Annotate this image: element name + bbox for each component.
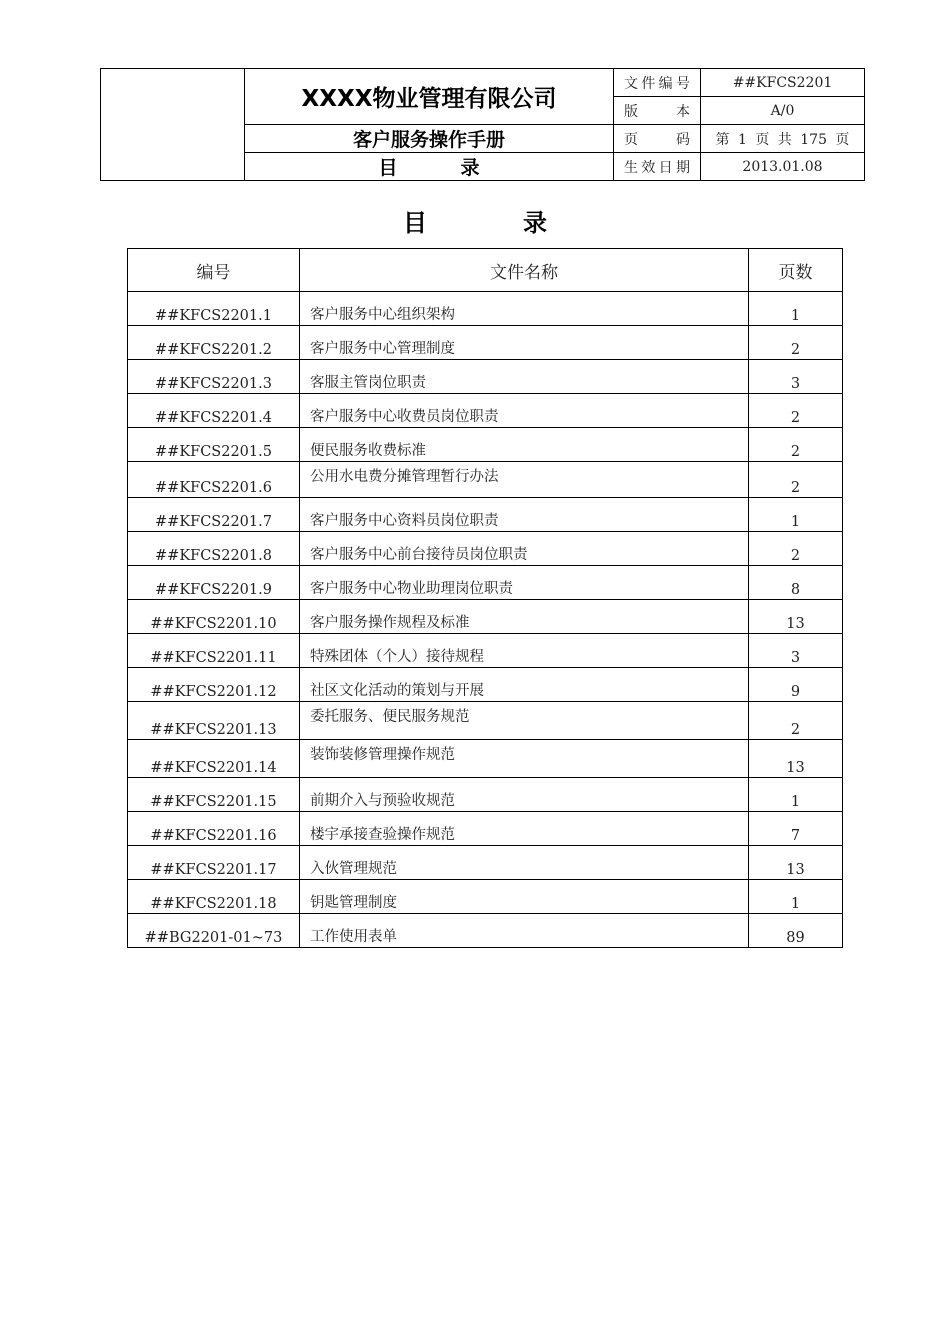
doc-code: ##KFCS2201.16 [128, 812, 300, 846]
doc-title[interactable]: 便民服务收费标准 [300, 428, 749, 462]
page-count: 3 [749, 360, 843, 394]
doc-code: ##KFCS2201.14 [128, 740, 300, 778]
page-count: 7 [749, 812, 843, 846]
doc-code: ##KFCS2201.1 [128, 292, 300, 326]
table-row [128, 778, 843, 812]
page-count: 2 [749, 394, 843, 428]
table-row [128, 812, 843, 846]
doc-code: ##KFCS2201.13 [128, 702, 300, 740]
page-count: 8 [749, 566, 843, 600]
table-row [128, 292, 843, 326]
table-row [128, 428, 843, 462]
doc-code: ##KFCS2201.10 [128, 600, 300, 634]
doc-code: ##KFCS2201.12 [128, 668, 300, 702]
doc-code: ##KFCS2201.7 [128, 498, 300, 532]
effective-date-label: 生效日期 [614, 153, 701, 181]
version-value: A/0 [701, 97, 865, 125]
effective-date-value: 2013.01.08 [701, 153, 865, 181]
doc-code: ##KFCS2201.3 [128, 360, 300, 394]
page-count: 1 [749, 778, 843, 812]
doc-title[interactable]: 客户服务中心收费员岗位职责 [300, 394, 749, 428]
table-row [128, 498, 843, 532]
column-header-code: 编号 [128, 249, 300, 292]
page-count: 2 [749, 532, 843, 566]
doc-title[interactable]: 社区文化活动的策划与开展 [300, 668, 749, 702]
page-count: 1 [749, 880, 843, 914]
page-count: 2 [749, 702, 843, 740]
table-row [128, 880, 843, 914]
doc-code: ##BG2201-01~73 [128, 914, 300, 948]
table-row [128, 634, 843, 668]
doc-title[interactable]: 工作使用表单 [300, 914, 749, 948]
manual-title: 客户服务操作手册 [245, 125, 614, 153]
doc-number-value: ##KFCS2201 [701, 69, 865, 97]
page-label: 页 码 [614, 125, 701, 153]
table-row [128, 668, 843, 702]
doc-number-label: 文件编号 [614, 69, 701, 97]
table-row [128, 566, 843, 600]
doc-code: ##KFCS2201.8 [128, 532, 300, 566]
table-row [128, 360, 843, 394]
doc-title[interactable]: 入伙管理规范 [300, 846, 749, 880]
table-row [128, 702, 843, 740]
page-count: 89 [749, 914, 843, 948]
doc-title[interactable]: 特殊团体（个人）接待规程 [300, 634, 749, 668]
page-value: 第 1 页 共 175 页 [701, 125, 865, 153]
doc-title[interactable]: 客户服务中心物业助理岗位职责 [300, 566, 749, 600]
doc-title[interactable]: 客户服务操作规程及标准 [300, 600, 749, 634]
table-row [128, 532, 843, 566]
page-count: 1 [749, 498, 843, 532]
doc-title[interactable]: 装饰装修管理操作规范 [300, 740, 749, 778]
doc-title[interactable]: 钥匙管理制度 [300, 880, 749, 914]
table-row [128, 326, 843, 360]
doc-code: ##KFCS2201.18 [128, 880, 300, 914]
page-count: 1 [749, 292, 843, 326]
page-count: 2 [749, 428, 843, 462]
table-row [128, 462, 843, 498]
doc-code: ##KFCS2201.17 [128, 846, 300, 880]
version-label: 版 本 [614, 97, 701, 125]
doc-code: ##KFCS2201.2 [128, 326, 300, 360]
doc-title[interactable]: 前期介入与预验收规范 [300, 778, 749, 812]
doc-title[interactable]: 客服主管岗位职责 [300, 360, 749, 394]
table-row [128, 846, 843, 880]
doc-code: ##KFCS2201.4 [128, 394, 300, 428]
doc-title[interactable]: 公用水电费分摊管理暂行办法 [300, 462, 749, 498]
page-count: 2 [749, 326, 843, 360]
doc-title[interactable]: 客户服务中心前台接待员岗位职责 [300, 532, 749, 566]
document-header-table [100, 68, 865, 181]
doc-title[interactable]: 楼宇承接查验操作规范 [300, 812, 749, 846]
doc-code: ##KFCS2201.15 [128, 778, 300, 812]
column-header-pages: 页数 [749, 249, 843, 292]
column-header-name: 文件名称 [300, 249, 749, 292]
doc-code: ##KFCS2201.11 [128, 634, 300, 668]
page-count: 3 [749, 634, 843, 668]
table-row [128, 914, 843, 948]
page-count: 13 [749, 846, 843, 880]
page-count: 9 [749, 668, 843, 702]
page-count: 13 [749, 600, 843, 634]
doc-code: ##KFCS2201.9 [128, 566, 300, 600]
toc-table [127, 248, 843, 948]
doc-code: ##KFCS2201.5 [128, 428, 300, 462]
page-count: 13 [749, 740, 843, 778]
doc-title[interactable]: 客户服务中心资料员岗位职责 [300, 498, 749, 532]
doc-title[interactable]: 客户服务中心管理制度 [300, 326, 749, 360]
page-count: 2 [749, 462, 843, 498]
doc-title[interactable]: 委托服务、便民服务规范 [300, 702, 749, 740]
table-row [128, 394, 843, 428]
table-row [128, 600, 843, 634]
table-row [128, 740, 843, 778]
company-name: XXXX物业管理有限公司 [245, 69, 614, 125]
doc-code: ##KFCS2201.6 [128, 462, 300, 498]
toc-heading: 目 录 [403, 209, 583, 237]
doc-title[interactable]: 客户服务中心组织架构 [300, 292, 749, 326]
logo-cell [101, 69, 245, 181]
section-title: 目 录 [245, 153, 614, 181]
